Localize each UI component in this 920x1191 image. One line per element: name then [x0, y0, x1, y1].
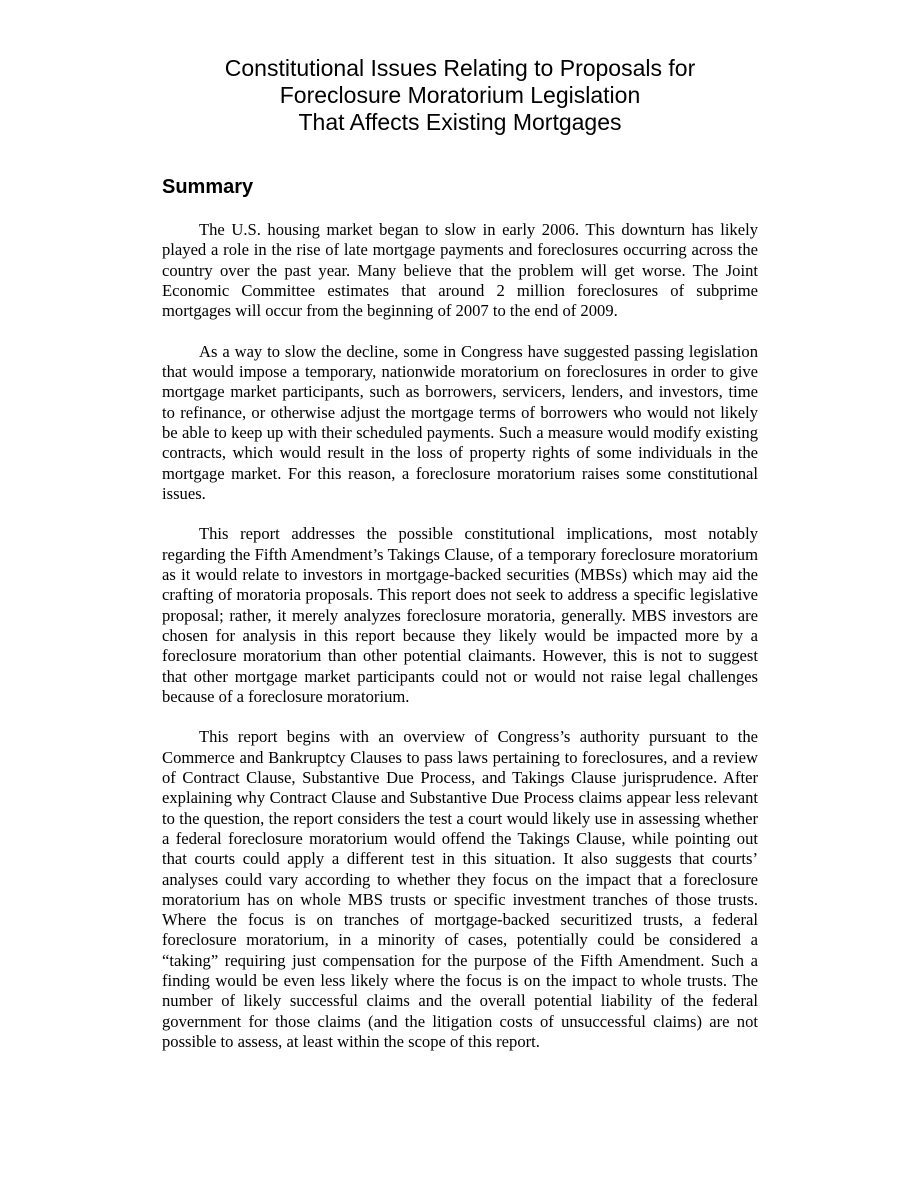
paragraph: As a way to slow the decline, some in Congress have suggested passing legislation that would impose a temporary, nationwide moratorium on foreclosures in order to give mortgage market participants, such as borrowers, servicers, lenders, and investors, time to refinance, or otherwise adjust the mortgage terms of borrowers who would not likely be able to keep up with their scheduled payments. Such a measure would modify existing contracts, which would result in the loss of property rights of some individuals in the mortgage market. For this reason, a foreclosure moratorium raises some constitutional issues.	[162, 341, 758, 503]
section-heading: Summary	[162, 176, 254, 198]
paragraph: This report begins with an overview of Congress’s authority pursuant to the Commerce and Bankruptcy Clauses to pass laws pertaining to foreclosures, and a review of Contract Clause, Substantive Due Process, and Takings Clause jurisprudence. After explaining why Contract Clause and Substantive Due Process claims appear less relevant to the question, the report considers the test a court would likely use in assessing whether a federal foreclosure moratorium would offend the Takings Clause, while pointing out that courts could apply a different test in this situation. It also suggests that courts’ analyses could vary according to whether they focus on the impact that a foreclosure moratorium has on whole MBS trusts or specific investment tranches of those trusts. Where the focus is on tranches of mortgage-backed securitized trusts, a federal foreclosure moratorium, in a minority of cases, potentially could be considered a “taking” requiring just compensation for the purpose of the Fifth Amendment. Such a finding would be even less likely where the focus is on the impact to whole trusts. The number of likely successful claims and the overall potential liability of the federal government for those claims (and the litigation costs of unsuccessful claims) are not possible to assess, at least within the scope of this report.	[162, 727, 758, 1051]
title-line: Constitutional Issues Relating to Proposals for	[224, 55, 696, 81]
title-line: Foreclosure Moratorium Legislation	[279, 82, 641, 108]
title-line: That Affects Existing Mortgages	[298, 109, 622, 135]
summary-body	[162, 220, 758, 1072]
paragraph: The U.S. housing market began to slow in early 2006. This downturn has likely played a role in the rise of late mortgage payments and foreclosures occurring across the country over the past year. Many believe that the problem will get worse. The Joint Economic Committee estimates that around 2 million foreclosures of subprime mortgages will occur from the beginning of 2007 to the end of 2009.	[162, 220, 758, 321]
paragraph: This report addresses the possible constitutional implications, most notably regarding the Fifth Amendment’s Takings Clause, of a temporary foreclosure moratorium as it would relate to investors in mortgage-backed securities (MBSs) which may aid the crafting of moratoria proposals. This report does not seek to address a specific legislative proposal; rather, it merely analyzes foreclosure moratoria, generally. MBS investors are chosen for analysis in this report because they likely would be impacted more by a foreclosure moratorium than other potential claimants. However, this is not to suggest that other mortgage market participants could not or would not raise legal challenges because of a foreclosure moratorium.	[162, 524, 758, 706]
document-title	[160, 55, 760, 136]
